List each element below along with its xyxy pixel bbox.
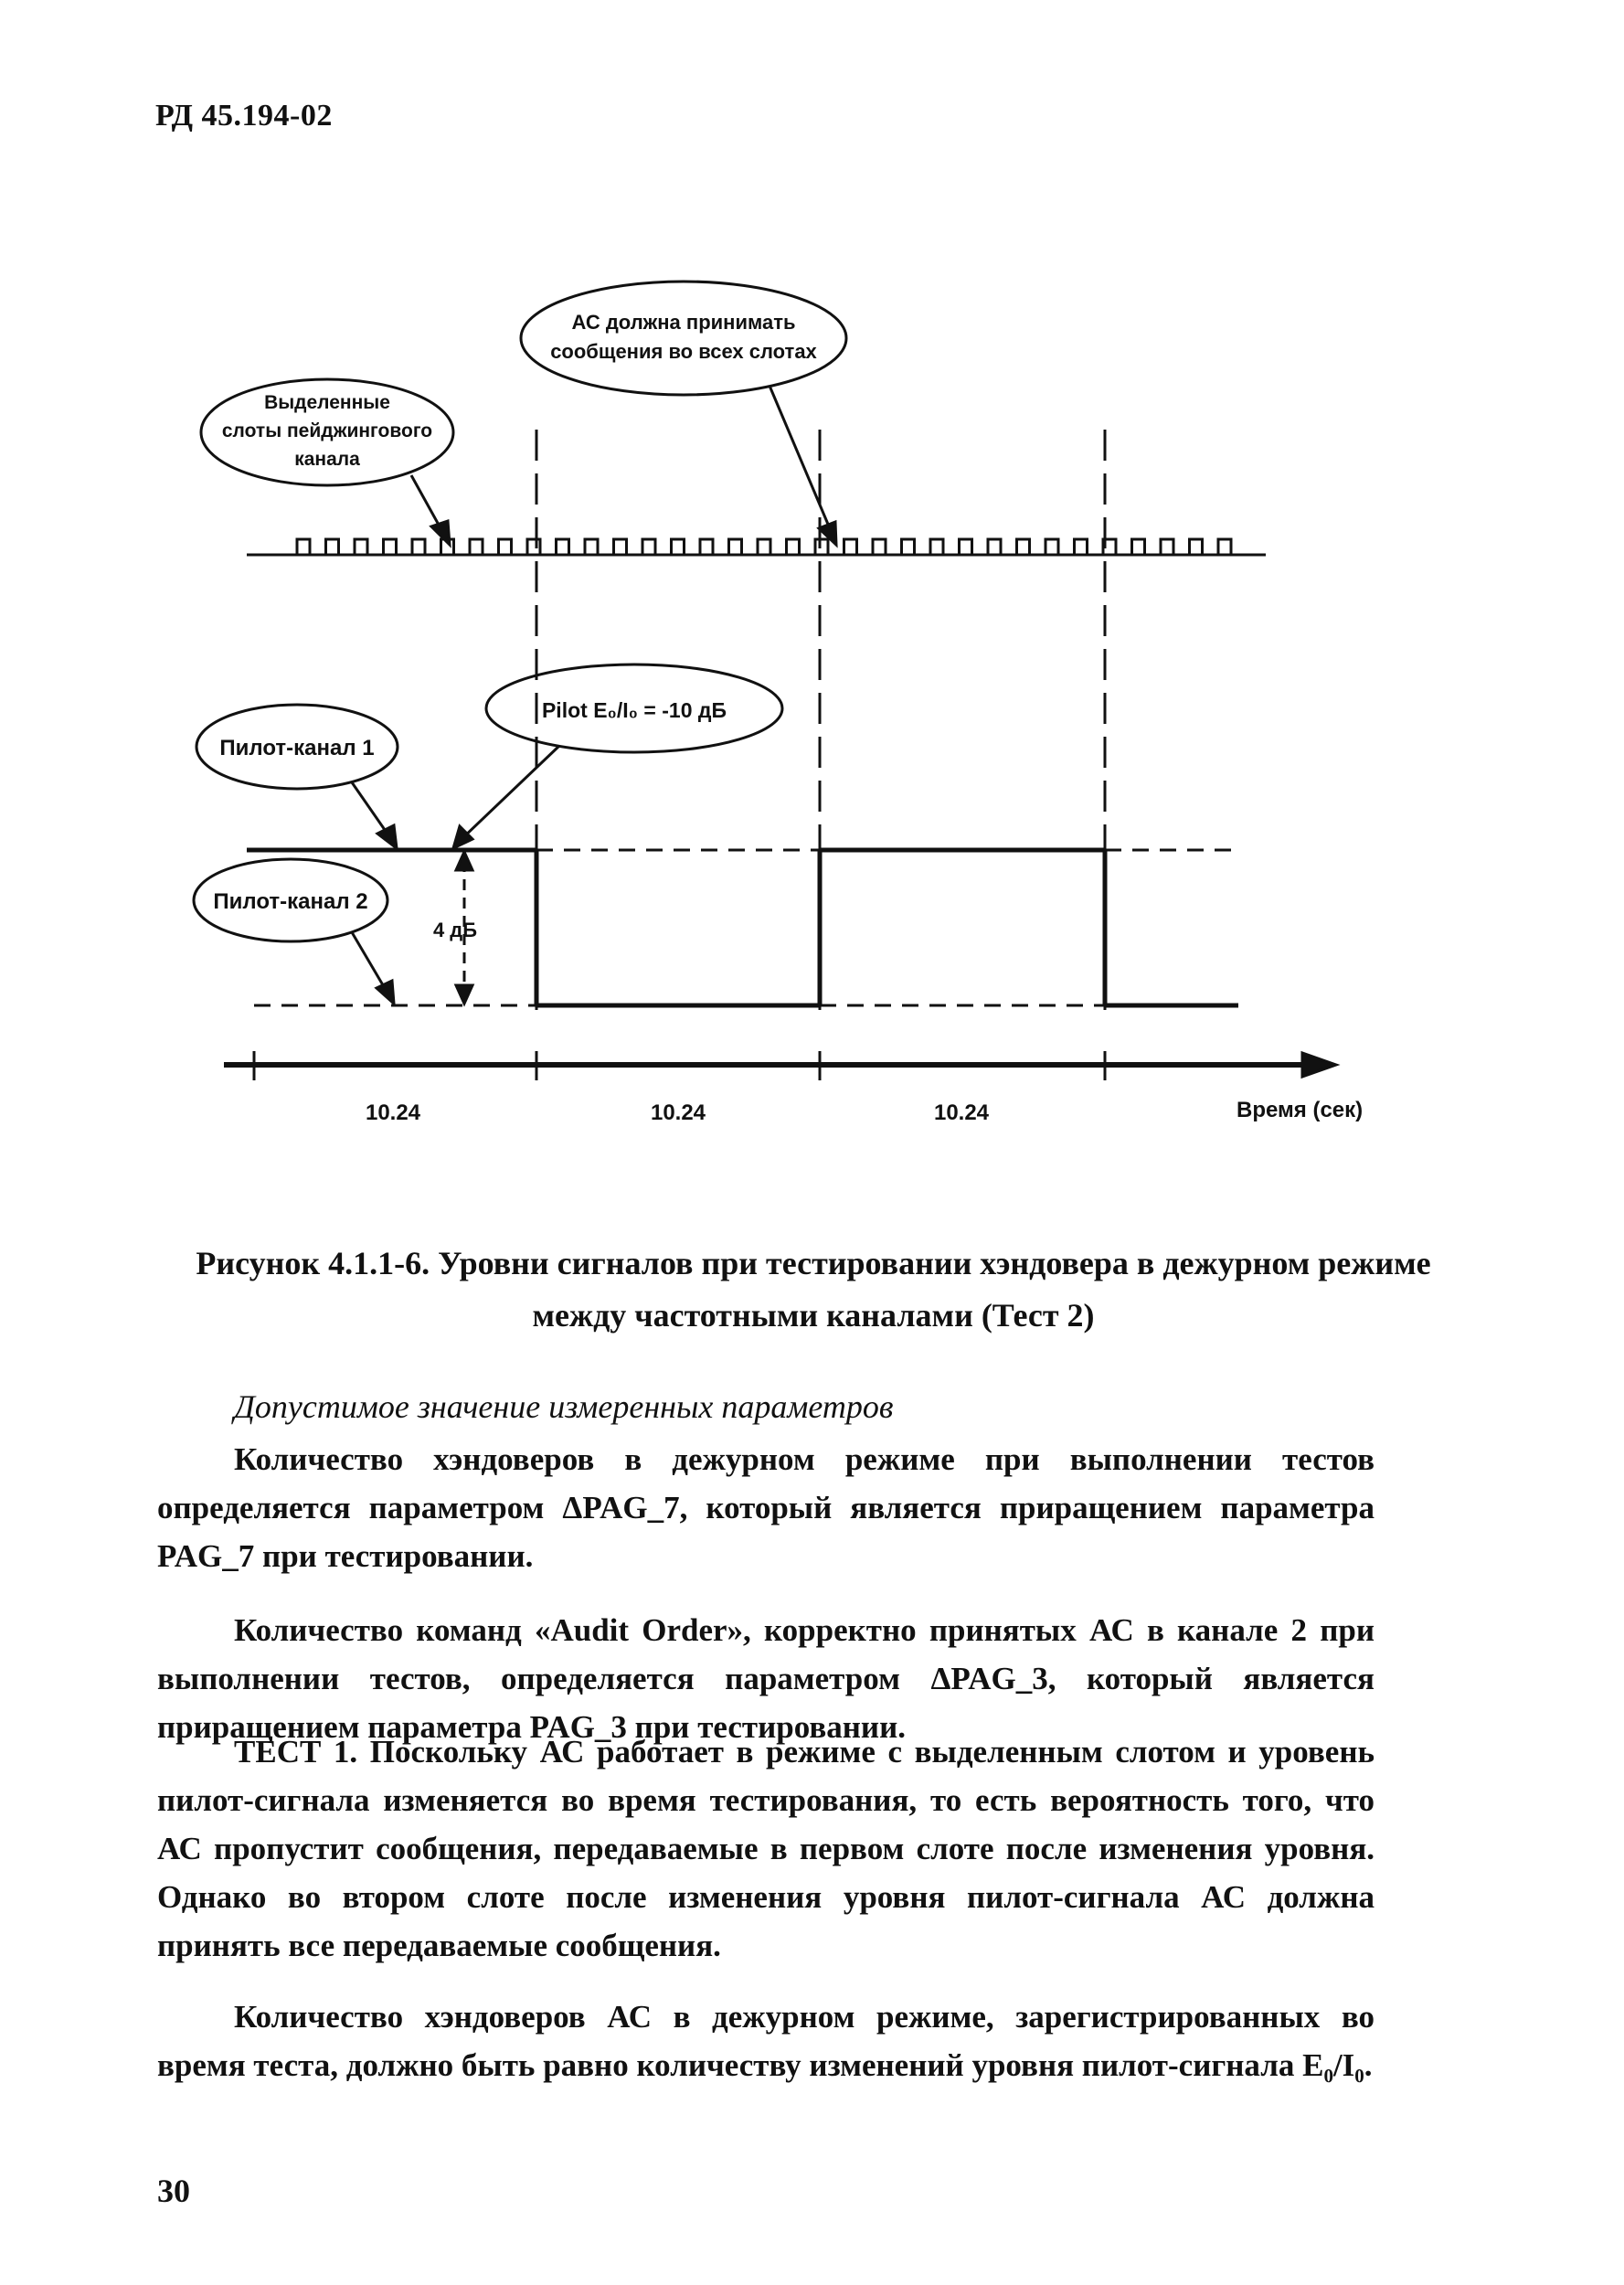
paragraph-3: ТЕСТ 1. Поскольку АС работает в режиме с выделенным слотом и уровень пилот-сигнала изменяется во время тестирования, то есть вероятность того, что АС пропустит сообщения, передаваемые в первом слоте после изменения уровня. Однако во втором слоте после изменения уровня пилот-сигнала АС должна принять все передаваемые сообщения.: [157, 1734, 1375, 1963]
paging-slot: [1046, 539, 1058, 555]
paging-slot: [960, 539, 972, 555]
level-diff-arrowhead-bottom: [456, 985, 472, 1004]
pointer-pilot1-head: [377, 825, 397, 848]
paging-slot: [499, 539, 512, 555]
callout-all-slots-line1: АС должна принимать: [571, 311, 796, 334]
paging-slots: [297, 539, 1231, 555]
callout-slots-line2: слоты пейджингового: [221, 420, 433, 441]
page-number: 30: [157, 2173, 190, 2209]
paging-slot: [700, 539, 713, 555]
paging-slot: [614, 539, 627, 555]
paging-slot: [729, 539, 742, 555]
callout-all-slots-bubble: [521, 282, 846, 395]
paging-slot: [815, 539, 828, 555]
paging-slot: [1190, 539, 1203, 555]
paragraph-2: Количество команд «Audit Order», корректно принятых АС в канале 2 при выполнении тестов, определяется параметром ΔPAG_3, который является приращением параметра PAG_3 при тестировании.: [157, 1612, 1375, 1745]
paging-slot: [988, 539, 1001, 555]
paging-slot: [585, 539, 598, 555]
pointer-pilot2-head: [377, 981, 394, 1004]
paging-slot: [642, 539, 655, 555]
callout-all-slots-line2: сообщения во всех слотах: [550, 340, 817, 363]
paging-slot: [672, 539, 685, 555]
paging-slot: [412, 539, 425, 555]
paging-slot: [355, 539, 367, 555]
paging-slot: [326, 539, 339, 555]
callout-slots-line1: Выделенные: [264, 392, 390, 413]
level-diff-arrowhead-top: [456, 852, 472, 870]
paragraph-4: Количество хэндоверов АС в дежурном режиме, зарегистрированных во время теста, должно быть равно количеству изменений уровня пилот-сигнала E₀/I₀.: [157, 1999, 1375, 2083]
paging-slot: [787, 539, 800, 555]
paging-slot: [557, 539, 569, 555]
interval-label-2: 10.24: [650, 1100, 706, 1125]
paging-slot: [902, 539, 915, 555]
document-code: РД 45.194-02: [155, 99, 333, 133]
figure-caption-line2: между частотными каналами (Тест 2): [532, 1297, 1095, 1334]
interval-label-3: 10.24: [933, 1100, 990, 1125]
time-axis-arrowhead: [1302, 1053, 1336, 1077]
paging-slot: [844, 539, 857, 555]
callout-pilot1-text: Пилот-канал 1: [219, 736, 375, 760]
paging-slot: [873, 539, 886, 555]
paging-slot: [297, 539, 310, 555]
paging-slot: [384, 539, 397, 555]
level-diff-label: 4 дБ: [432, 919, 478, 941]
callout-pilot2-text: Пилот-канал 2: [213, 889, 368, 914]
time-axis-label: Время (сек): [1237, 1098, 1364, 1122]
figure-caption-line1: Рисунок 4.1.1-6. Уровни сигналов при тестировании хэндовера в дежурном режиме: [196, 1245, 1431, 1281]
section-title: Допустимое значение измеренных параметров: [234, 1388, 894, 1425]
paging-slot: [1075, 539, 1088, 555]
pointer-all-slots: [770, 386, 832, 533]
callout-pilot-level-text: Pilot E₀/I₀ = -10 дБ: [541, 698, 727, 722]
paging-slot: [930, 539, 943, 555]
paging-slot: [527, 539, 540, 555]
paging-slot: [1017, 539, 1030, 555]
callout-slots-line3: канала: [294, 449, 360, 470]
paging-slot: [1132, 539, 1145, 555]
interval-label-1: 10.24: [365, 1100, 421, 1125]
paging-slot: [1218, 539, 1231, 555]
pointer-pilot-level: [462, 746, 559, 839]
paging-slot: [758, 539, 770, 555]
paging-slot: [470, 539, 483, 555]
paragraph-1: Количество хэндоверов в дежурном режиме при выполнении тестов определяется параметром ΔPAG_7, который является приращением параметра PAG_7 при тестировании.: [157, 1441, 1375, 1574]
paging-slot: [1161, 539, 1173, 555]
